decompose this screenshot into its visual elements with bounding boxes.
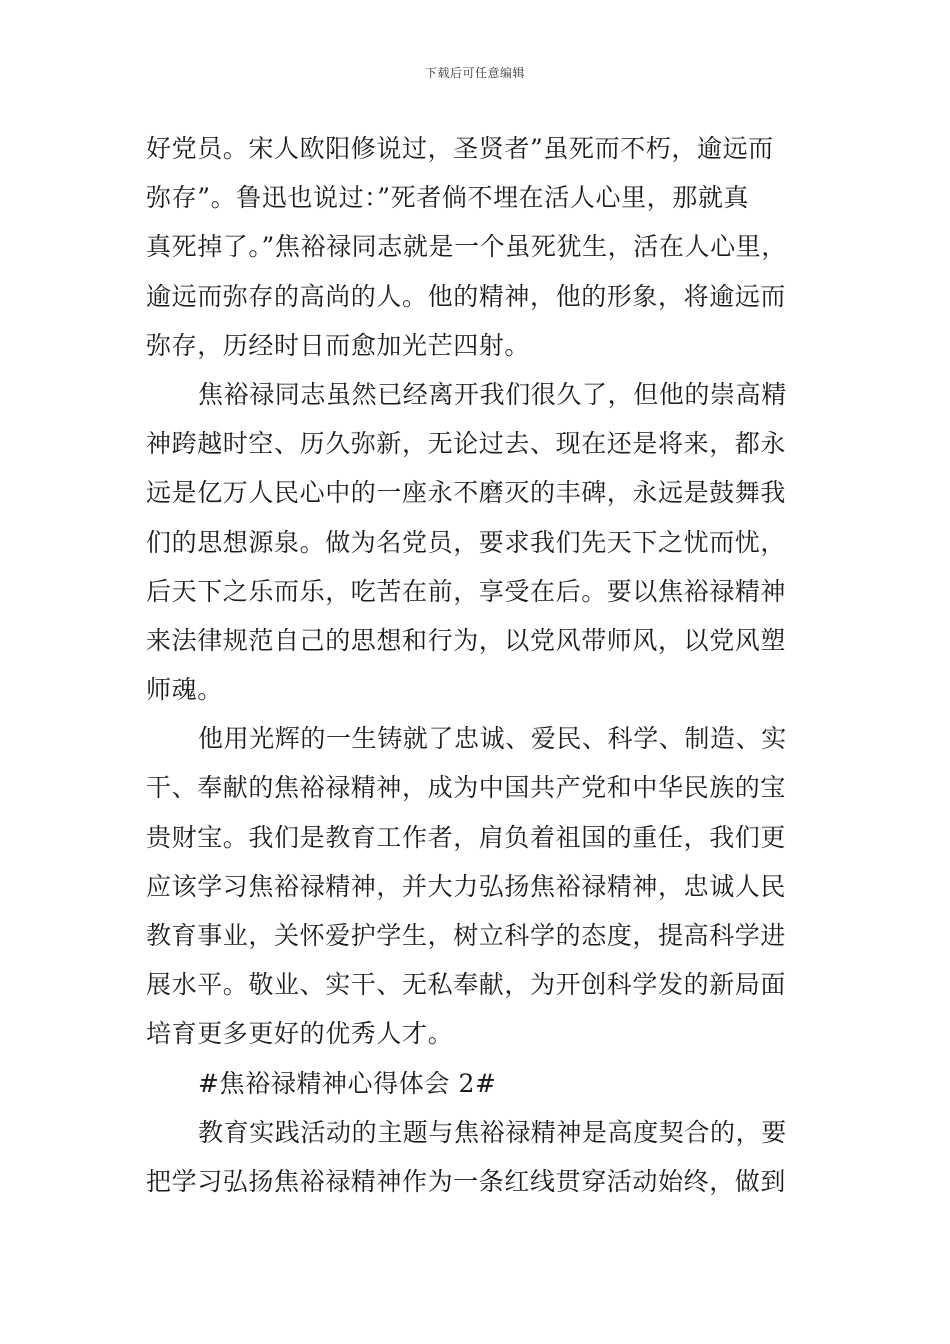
section-heading: #焦裕禄精神心得体会 2# [198,1068,497,1098]
text-line: 弥存”。鲁迅也说过：”死者倘不埋在活人心里，那就真 [146,183,750,213]
text-line: 展水平。敬业、实干、无私奉献，为开创科学发的新局面 [146,970,787,1000]
text-line: 弥存，历经时日而愈加光芒四射。 [146,330,531,360]
text-line: 师魂。 [146,675,223,705]
text-line: 培育更多更好的优秀人才。 [146,1019,454,1049]
text-line: 教育实践活动的主题与焦裕禄精神是高度契合的，要 [198,1117,787,1147]
text-line: 神跨越时空、历久弥新，无论过去、现在还是将来，都永 [146,429,787,459]
text-line: 教育事业，关怀爱护学生，树立科学的态度，提高科学进 [146,921,787,950]
page-header: 下载后可任意编辑 [424,66,525,80]
text-line: 他用光辉的一生铸就了忠诚、爱民、科学、制造、实 [198,724,787,754]
document-body [146,124,836,1206]
text-line: 应该学习焦裕禄精神，并大力弘扬焦裕禄精神，忠诚人民 [146,871,787,901]
text-line: 远是亿万人民心中的一座永不磨灭的丰碑，永远是鼓舞我 [146,478,787,508]
text-line: 把学习弘扬焦裕禄精神作为一条红线贯穿活动始终，做到 [146,1166,787,1196]
text-line: 干、奉献的焦裕禄精神，成为中国共产党和中华民族的宝 [146,773,787,803]
text-line: 真死掉了。”焦裕禄同志就是一个虽死犹生，活在人心里， [146,232,787,262]
text-line: 来法律规范自己的思想和行为，以党风带师风，以党风塑 [146,625,787,655]
text-line: 好党员。宋人欧阳修说过，圣贤者”虽死而不朽，逾远而 [146,134,774,163]
text-line: 逾远而弥存的高尚的人。他的精神，他的形象，将逾远而 [146,281,787,311]
text-line: 贵财宝。我们是教育工作者，肩负着祖国的重任，我们更 [146,822,787,852]
text-line: 焦裕禄同志虽然已经离开我们很久了，但他的崇高精 [198,379,787,409]
text-line: 后天下之乐而乐，吃苦在前，享受在后。要以焦裕禄精神 [146,576,787,606]
text-line: 们的思想源泉。做为名党员，要求我们先天下之忧而忧， [146,527,787,557]
